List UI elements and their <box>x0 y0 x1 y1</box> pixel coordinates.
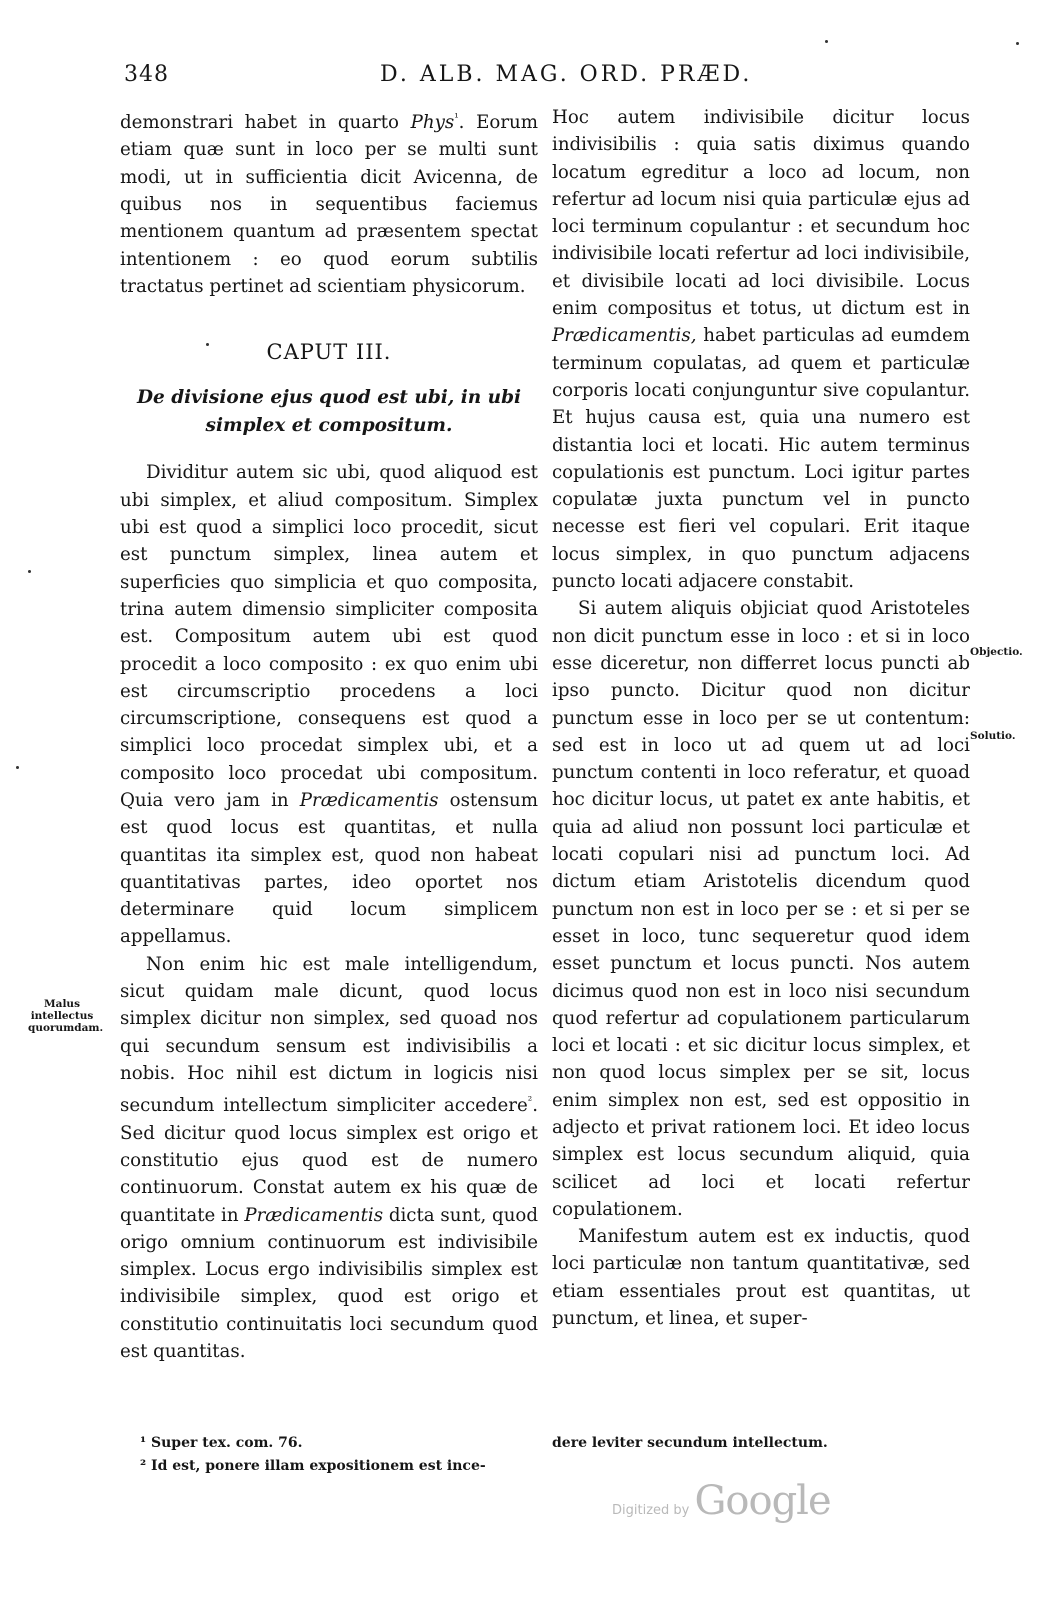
text-run: Si autem aliquis objiciat quod Aristoteles non dicit punctum esse in loco : et si in loco esse diceretur, non differret locus puncti ab ipso puncto. Dicitur quod non dicitur punctum esse in loco per se ut contentum: sed est in loco ut ad quem ut ad loci punctum contenti in loco referatur, et quoad hoc dicitur locus, ut patet ex ante habitis, et quia ad aliud non possunt loci particulæ et locati copulari nisi ad punctum loci. Ad dictum etiam Aristotelis dicendum quod punctum non est in loco per se : et si per se esset in loco, tunc sequeretur quod idem esset punctum et locus puncti. Nos autem dicimus quod non est in loco nisi secundum quod refertur ad copulationem particularum loci et locati : et sic dicitur locus simplex, et non quod locus simplex per se sit, locus enim simplex non est, sed est oppositio in adjecto et privat rationem loci. Et ideo locus simplex est locus secundum aliquid, quia scilicet ad loci et locati refertur copulationem. <box>552 598 970 1220</box>
footnote-1 <box>140 1432 540 1455</box>
text-run: . Eorum etiam quæ sunt in loco per se multi sunt modi, ut in sufficientia dicit Avicenna, de quibus nos in sequentibus faciemus mentionem quantum ad præsentem spectat intentionem : eo quod eorum subtilis tractatus pertinet ad scientiam physicorum. <box>120 112 538 297</box>
chapter-heading: CAPUT III. <box>266 340 392 365</box>
text-run: ostensum est quod locus est quantitas, et nulla quantitas ita simplex est, quod non habeat quantitativas partes, ideo oportet nos determinare quid locum simplicem appellamus. <box>120 790 538 948</box>
left-column <box>120 104 538 1365</box>
google-logo: Google <box>694 1478 831 1524</box>
right-paragraph-3 <box>552 1223 970 1332</box>
page-header <box>0 62 1059 92</box>
left-paragraph-3 <box>120 951 538 1366</box>
speck <box>825 40 828 43</box>
text-run: Manifestum autem est ex inductis, quod loci particulæ non tantum quantitativæ, sed etiam essentiales prout est quantitas, ut punctum, et linea, et super- <box>552 1226 970 1330</box>
running-head: D. ALB. MAG. ORD. PRÆD. <box>380 62 753 87</box>
footnote-2 <box>140 1455 540 1478</box>
side-note-solutio: Solutio. <box>970 730 1016 742</box>
left-paragraph-1 <box>120 104 538 300</box>
watermark-by: Digitized by <box>612 1503 690 1518</box>
right-column <box>552 104 970 1332</box>
footnote-2-text: Id est, ponere illam expositionem est ince- <box>151 1458 486 1474</box>
left-paragraph-2 <box>120 459 538 950</box>
side-note-objectio: Objectio. <box>970 646 1023 658</box>
footnote-ref: ² <box>527 1094 533 1108</box>
right-paragraph-1 <box>552 104 970 595</box>
italic-term: Prædicamentis <box>244 1204 384 1226</box>
text-run: Non enim hic est male intelligendum, sicut quidam male dicunt, quod locus simplex dicitur non simplex, sed quoad nos qui secundum sensum est indivisibilis a nobis. Hoc nihil est dictum in logicis nisi secundum intellectum simpliciter accedere <box>120 953 538 1117</box>
text-run: Dividitur autem sic ubi, quod aliquod est ubi simplex, et aliud compositum. Simplex ubi est quod a simplici loco procedit, sicut est punctum simplex, linea autem et superficies quo simplicia et quo composita, trina autem dimensio simpliciter composita est. Compositum autem ubi est quod procedit a loco composito : ex quo enim ubi est circumscriptio procedens a loci circumscriptione, consequens est quod a simplici loco procedat simplex ubi, et a composito loco procedat ubi compositum. Quia vero jam in <box>120 462 538 811</box>
text-run: Hoc autem indivisibile dicitur locus indivisibilis : quia satis diximus quando locatum egreditur a loco ad locum, non refertur ad locum nisi quia particulæ ejus ad loci terminum copulantur : et secundum hoc indivisibile locati refertur ad loci indivisibile, et divisibile locati ad loci divisibile. Locus enim compositus et totus, ut dictum est in <box>552 107 970 320</box>
chapter-subtitle-line-2: simplex et compositum. <box>205 415 453 437</box>
footnotes <box>140 1432 540 1478</box>
footnote-ref: ¹ <box>454 111 459 124</box>
speck <box>16 766 19 769</box>
chapter-subtitle-line-1: De divisione ejus quod est ubi, in ubi <box>136 387 522 409</box>
speck <box>28 570 31 573</box>
speck <box>206 343 209 346</box>
text-run: dicta sunt, quod origo omnium continuorum est indivisibile simplex. Locus ergo indivisibilis simplex est indivisibile simplex, quod est origo et constitutio continuitatis loci secundum quod est quantitas. <box>120 1204 539 1362</box>
text-run: . Sed dicitur quod locus simplex est origo et constitutio ejus quod est de numero continuorum. Constat autem ex his quæ de quantitate in <box>120 1095 538 1226</box>
right-paragraph-2 <box>552 595 970 1223</box>
italic-term: Prædicamentis, <box>552 325 697 347</box>
footnote-1-marker: ¹ <box>140 1435 147 1451</box>
footnote-continuation: dere leviter secundum intellectum. <box>552 1435 828 1451</box>
text-run: demonstrari habet in quarto <box>120 112 411 134</box>
speck <box>1016 42 1019 45</box>
footnote-2-marker: ² <box>140 1458 147 1474</box>
italic-term: Prædicamentis <box>299 790 439 811</box>
text-run: habet particulas ad eumdem terminum copulatas, ad quem et particulæ corporis locati conjunguntur sive copulantur. Et hujus causa est, quia una numero est distantia loci et locati. Hic autem terminus copulationis est punctum. Loci igitur partes copulatæ juxta punctum vel in puncto necesse est fieri vel copulari. Erit itaque locus simplex, in quo punctum adjacens puncto locati adjacere constabit. <box>552 325 970 593</box>
side-note-malus: Malus intellectus quorumdam. <box>28 998 104 1034</box>
footnote-1-text: Super tex. com. 76. <box>151 1435 303 1451</box>
digitized-watermark <box>612 1478 831 1524</box>
chapter-subtitle <box>120 384 538 440</box>
page-number: 348 <box>124 62 169 87</box>
italic-term: Phys <box>410 112 455 134</box>
